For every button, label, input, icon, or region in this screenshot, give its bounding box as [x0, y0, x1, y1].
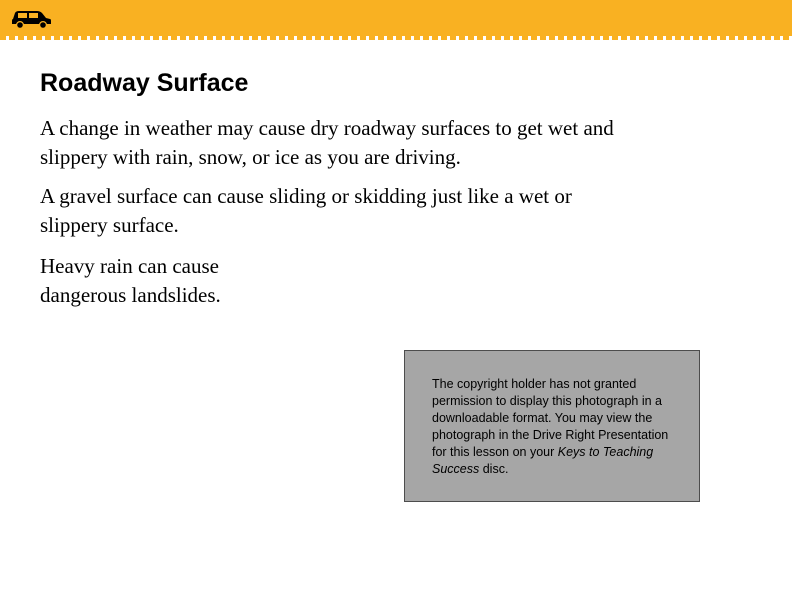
- header-bar: [0, 0, 792, 36]
- paragraph-landslides: Heavy rain can cause dangerous landslides.: [40, 254, 221, 307]
- notice-text-end: disc.: [479, 462, 509, 476]
- paragraph-gravel: A gravel surface can cause sliding or skidding just like a wet or slippery surface.: [40, 184, 572, 237]
- notice-text: The copyright holder has not granted permission to display this photograph in a downloadable format. You may view the photograph in the Drive Right Presentation for this lesson on your: [432, 377, 669, 459]
- paragraph-weather: A change in weather may cause dry roadway surfaces to get wet and slippery with rain, snow, or ice as you are driving.: [40, 116, 614, 169]
- copyright-notice: [432, 376, 682, 478]
- car-icon: [10, 9, 52, 29]
- header-dashed-edge: [0, 36, 792, 40]
- photo-placeholder: [404, 350, 700, 502]
- notice-disc-name: Keys to Teaching Success: [432, 445, 654, 476]
- slide-title: Roadway Surface: [40, 69, 249, 97]
